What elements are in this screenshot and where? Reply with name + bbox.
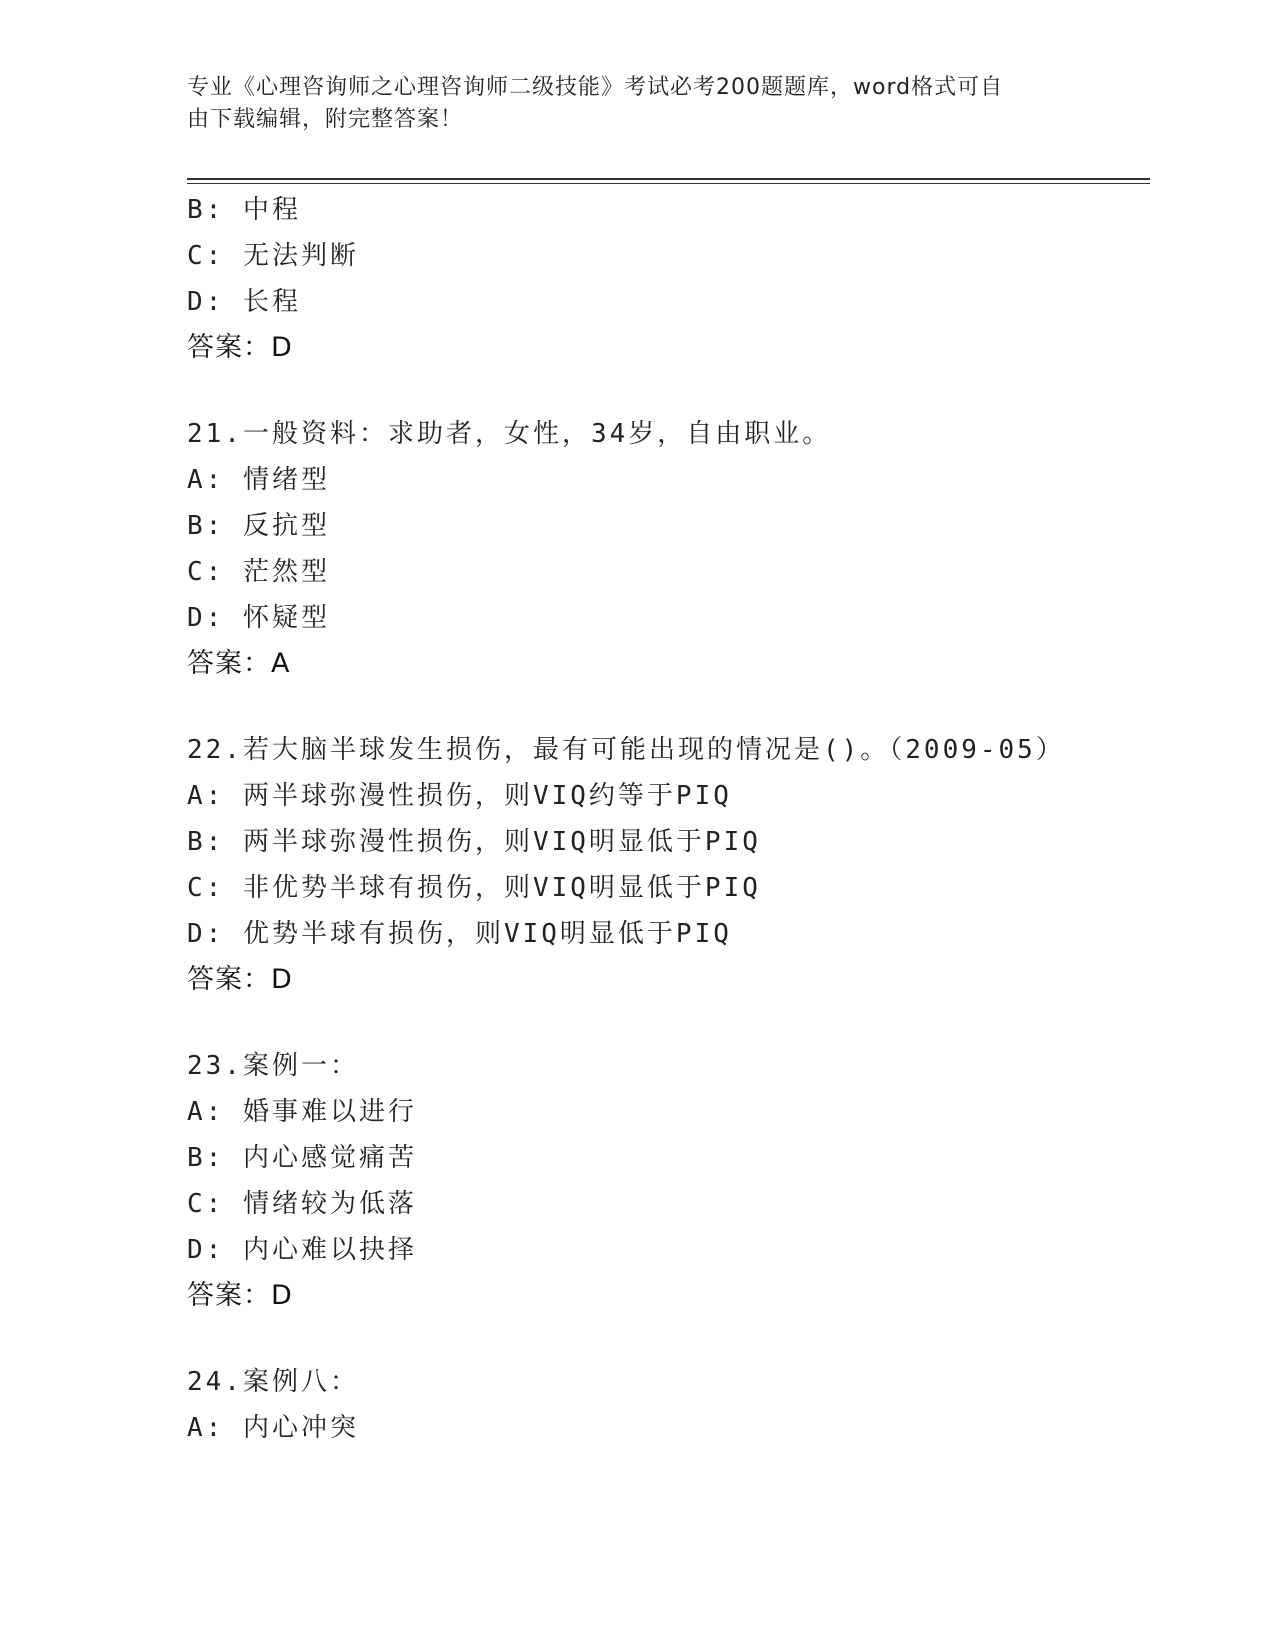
question-block-24 [187, 1360, 1150, 1452]
option-a: A: 情绪型 [187, 465, 330, 496]
option-d: D: 怀疑型 [187, 602, 330, 633]
header-rule [187, 178, 1150, 180]
question-block-22 [187, 728, 1150, 1003]
question-stem: 21.一般资料：求助者，女性，34岁，自由职业。 [187, 419, 832, 450]
spacer [187, 1003, 1150, 1044]
question-stem: 24.案例八： [187, 1367, 359, 1398]
header-line-2: 由下载编辑，附完整答案！ [187, 107, 464, 132]
page-header [187, 72, 1067, 136]
option-b: B: 中程 [187, 195, 301, 225]
answer-line: 答案：D [187, 964, 293, 996]
option-a: A: 婚事难以进行 [187, 1097, 417, 1128]
option-a: A: 内心冲突 [187, 1413, 359, 1444]
answer-line: 答案：A [187, 648, 291, 680]
spacer [187, 371, 1150, 412]
option-c: C: 茫然型 [187, 556, 330, 587]
option-c: C: 非优势半球有损伤，则VIQ明显低于PIQ [187, 872, 761, 903]
option-b: B: 两半球弥漫性损伤，则VIQ明显低于PIQ [187, 826, 761, 857]
spacer [187, 1319, 1150, 1360]
spacer [187, 687, 1150, 728]
option-d: D: 内心难以抉择 [187, 1234, 417, 1265]
option-b: B: 反抗型 [187, 510, 330, 541]
option-c: C: 无法判断 [187, 240, 359, 271]
option-b: B: 内心感觉痛苦 [187, 1142, 417, 1173]
question-block-21 [187, 412, 1150, 687]
answer-line: 答案：D [187, 1280, 293, 1312]
question-stem: 23.案例一： [187, 1051, 359, 1082]
option-a: A: 两半球弥漫性损伤，则VIQ约等于PIQ [187, 781, 732, 812]
answer-line: 答案：D [187, 332, 293, 364]
header-rule-secondary [187, 183, 1150, 184]
question-stem: 22.若大脑半球发生损伤，最有可能出现的情况是()。（2009-05） [187, 735, 1065, 766]
question-block-20 [187, 188, 1150, 371]
option-c: C: 情绪较为低落 [187, 1188, 417, 1219]
option-d: D: 优势半球有损伤，则VIQ明显低于PIQ [187, 918, 732, 949]
question-block-23 [187, 1044, 1150, 1319]
question-list [187, 188, 1150, 1452]
option-d: D: 长程 [187, 286, 301, 317]
header-line-1: 专业《心理咨询师之心理咨询师二级技能》考试必考200题题库，word格式可自 [187, 75, 1004, 100]
